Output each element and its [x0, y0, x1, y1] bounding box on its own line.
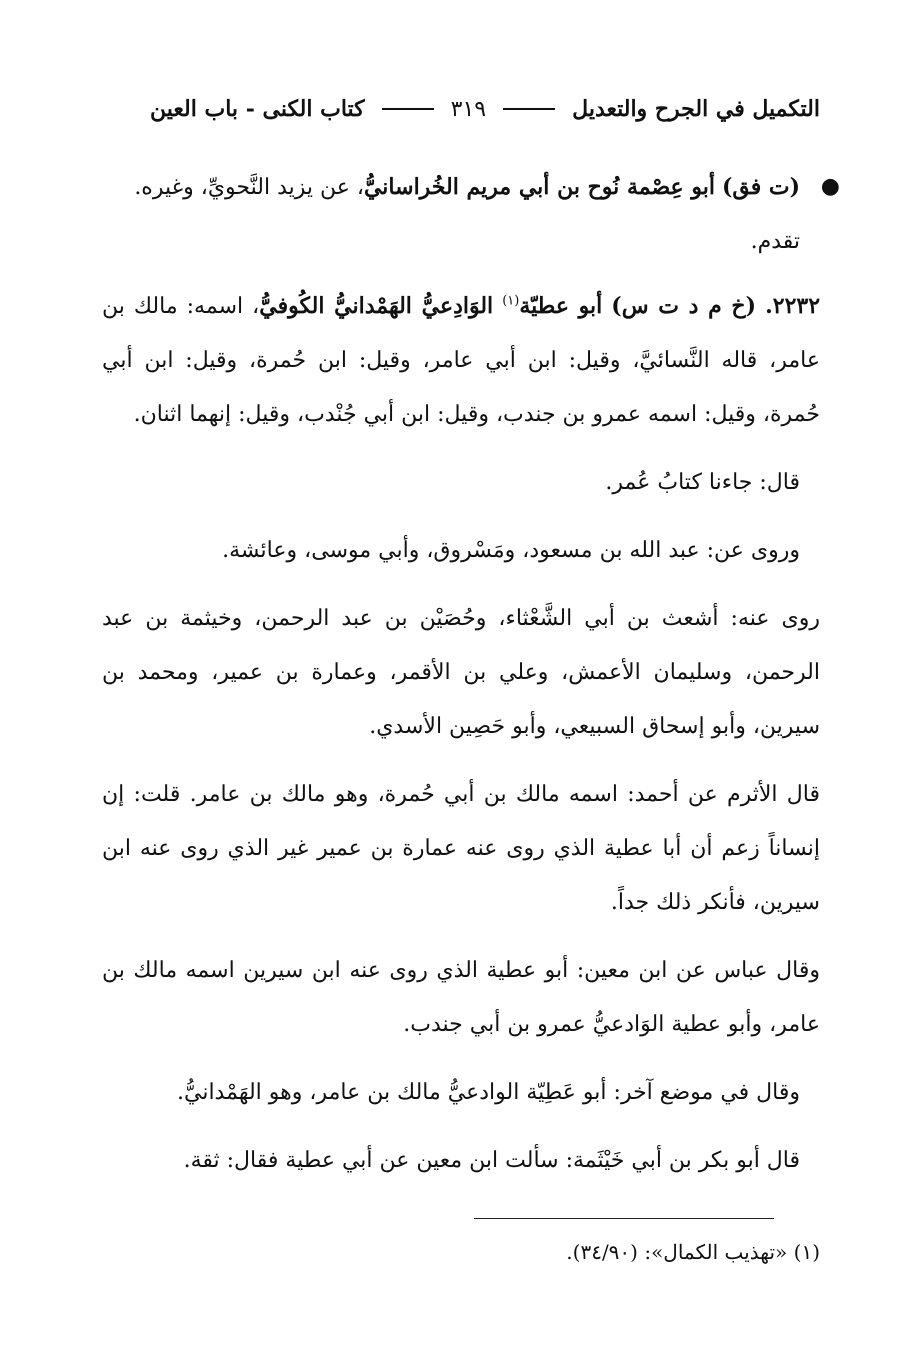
entry-codes: (خ م د ت س) — [611, 293, 757, 319]
entry-text: ، اسمه: مالك بن عامر، قاله النَّسائيَّ، وقيل: ابن أبي عامر، وقيل: ابن حُمرة، وقيل: ابن أبي حُمرة، وقيل: اسمه عمرو بن جندب، وقيل: ابن أبي جُنْدب، وقيل: إنهما اثنان. — [102, 294, 820, 427]
entry-nisba: الوَادِعيُّ الهَمْدانيُّ الكُوفيُّ — [259, 293, 494, 319]
paragraph: قال الأثرم عن أحمد: اسمه مالك بن أبي حُمرة، وهو مالك بن عامر. قلت: إن إنساناً زعم أن أبا عطية الذي روى عنه عمارة بن عمير غير الذي روى عنه ابن سيرين، فأنكر ذلك جداً. — [102, 782, 820, 915]
entry-name: أبو عِصْمة نُوح بن أبي مريم الخُراسانيُّ — [363, 174, 715, 200]
paragraph: وروى عن: عبد الله بن مسعود، ومَسْروق، وأبي موسى، وعائشة. — [222, 538, 800, 563]
running-header — [150, 96, 820, 122]
paragraph: قال: جاءنا كتابُ عُمر. — [605, 470, 800, 495]
entry-codes: (ت فق) — [721, 174, 800, 200]
entry-number: ٢٢٣٢. — [765, 293, 821, 319]
entry-abu-atiyya — [102, 279, 820, 442]
footnote-divider — [474, 1218, 774, 1219]
paragraph: روى عنه: أشعث بن أبي الشَّعْثاء، وحُصَيْن بن عبد الرحمن، وخيثمة بن عبد الرحمن، وسليمان الأعمش، وعلي بن الأقمر، وعمارة بن عمير، ومحمد بن سيرين، وأبو إسحاق السبيعي، وأبو حَصِين الأسدي. — [102, 606, 820, 739]
bullet-marker: ● — [820, 174, 840, 199]
page-number: ٣١٩ — [450, 96, 487, 122]
footnote-ref: (١) — [502, 293, 520, 309]
header-book-title: التكميل في الجرح والتعديل — [572, 96, 820, 122]
entry-abu-isma — [102, 160, 840, 269]
header-dash — [503, 108, 555, 110]
entry-text: تقدم. — [750, 229, 800, 254]
footnote: (١) «تهذيب الكمال»: (٣٤/٩٠). — [566, 1240, 820, 1264]
main-text — [102, 160, 840, 1202]
entry-name: أبو عطيّة — [519, 293, 603, 319]
paragraph: وقال في موضع آخر: أبو عَطِيّة الوادعيُّ مالك بن عامر، وهو الهَمْدانيُّ. — [176, 1080, 800, 1105]
entry-text: ، عن يزيد النَّحويِّ، وغيره. — [134, 175, 364, 200]
paragraph: قال أبو بكر بن أبي خَيْثَمة: سألت ابن معين عن أبي عطية فقال: ثقة. — [183, 1148, 800, 1173]
header-dash — [382, 108, 434, 110]
header-chapter-title: كتاب الكنى - باب العين — [150, 96, 365, 122]
paragraph: وقال عباس عن ابن معين: أبو عطية الذي روى عنه ابن سيرين اسمه مالك بن عامر، وأبو عطية الوَادعيُّ عمرو بن أبي جندب. — [102, 958, 820, 1037]
